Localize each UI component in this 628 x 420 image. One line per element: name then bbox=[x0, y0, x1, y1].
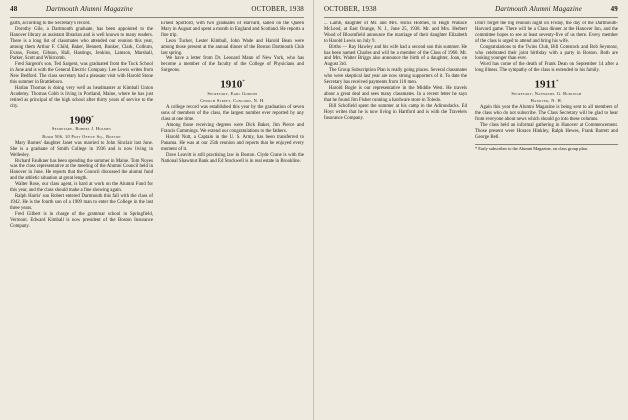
paragraph: Congratulations to the Twins Club, Bill Comstock and Bob Seymour, who celebrated their joint birthday with a party in Boston. Both are looking younger than ever. bbox=[475, 44, 618, 62]
class-address: Church Street, Concord, N. H. bbox=[200, 98, 265, 104]
page-number: 49 bbox=[610, 5, 618, 13]
paragraph: The class held an informal gathering in Hanover at Commencement. Those present were Horace Hinkley, Ralph Hewes, Frank Barrett and George Bell. bbox=[475, 123, 618, 140]
paragraph: garth, according to the Secretary's record. bbox=[10, 21, 91, 26]
paragraph: Dave Leavitt is still practising law in Boston. Clyde Crane is with the National Shawmut Bank and Ed Stockwell is in real estate in Brookline. bbox=[161, 152, 304, 164]
paragraph: Dorothy Gile, a Dartmouth graduate, has been appointed to the Hanover library as assistant librarian and is well known to many readers. There is a long list of classmates who attended our reunion this year, among them Arthur F. Child, Baker, Bennett, Bunker, Clark, Colburn, Evans, Foster, Gibson, Hall, Hastings, Jenkins, Lamson, Marshall, Parker, Scott and Whitcomb. bbox=[10, 26, 153, 62]
paragraph: Ralph Harris' son Robert entered Dartmouth this fall with the class of 1942. He is the fourth son of a 1909 man to enter the College in the last three years. bbox=[10, 194, 153, 211]
paragraph: A college record was established this year by the graduation of seven sons of members of the class, the largest number ever reported by any class at one time. bbox=[161, 105, 304, 123]
class-heading-1910: 1910* bbox=[220, 78, 245, 91]
issue-date: OCTOBER, 1938 bbox=[251, 5, 304, 13]
paragraph: Fred Gilbert is in charge of the grammar school in Springfield, Vermont. Edward Kimball is now president of the Boston Insurance Company. bbox=[10, 211, 153, 229]
class-heading-1909: 1909* bbox=[69, 114, 94, 127]
paragraph: Harold Bogle is our representative in the Middle West. He travels about a great deal and sees many classmates. In a recent letter he says that he found Jim Fisher running a hardware store in Toledo. bbox=[324, 85, 467, 103]
paragraph: The Group Subscription Plan is really going places. Several classmates who were skeptical last year are now strong supporters of it. To date the Secretary has received payments from 118 men. bbox=[324, 68, 467, 86]
paragraph: Mary Barnes' daughter Janet was married to John Sinclair last June. She is a graduate of Smith College in 1936 and is now living in Wellesley. bbox=[10, 140, 153, 158]
paragraph: Walter Rose, our class agent, is hard at work on the Alumni Fund for this year, and the class should make a fine showing again. bbox=[10, 182, 153, 194]
class-secretary: Secretary, Robert J. Holmes bbox=[51, 126, 112, 132]
paragraph: Fred Sargent's son, Ted Sargent, was graduated from the Tuck School in June and is with the General Electric Company. Lee Lewis writes from New Bedford. The class secretary had a pleasant visit with Harold Stone this summer in Brattleboro. bbox=[10, 62, 153, 86]
class-secretary: Secretary, Earl Gordon bbox=[207, 90, 258, 96]
right-column-1 bbox=[324, 21, 467, 420]
page-number: 48 bbox=[10, 5, 18, 13]
paragraph: Leon Tucker, Lester Kimball, John Wade and Harold Bean were among those present at the annual dinner of the Boston Dartmouth Club last spring. bbox=[161, 38, 304, 56]
paragraph: Harlan Thomas is doing very well as headmaster at Kimball Union Academy. Thomas Cobb is living in Portland, Maine, where he has just retired as principal of the high school after thirty years of service to the city. bbox=[10, 85, 153, 109]
class-secretary: Secretary, Nathaniel G. Burleigh bbox=[511, 90, 582, 96]
class-address: Room 506, 10 Post Office Sq., Boston bbox=[42, 133, 121, 139]
paragraph: ... Lamb, daughter of Mr. and Mrs. Hicks Holmes, to Hugh Wallace McLeod, at East Orange, N. J., June 25, 1938. Mr. and Mrs. Herbert Wood of Bloomfield announce the marriage of their daughter Elizabeth to Harold Lewis on July 9. bbox=[324, 21, 467, 44]
left-page-header bbox=[10, 5, 304, 18]
paragraph: Ernest Spofford, with two graduates of Harvard, sailed on the Queen Mary in August and spent a month in England and Scotland. He reports a fine trip. bbox=[161, 21, 304, 38]
magazine-title: Dartmouth Alumni Magazine bbox=[46, 5, 133, 13]
paragraph: Among those receiving degrees were Dick Baker, Jim Pierce and Francis Cummings. We extend our congratulations to the fathers. bbox=[161, 123, 304, 135]
paragraph: Harold Nutt, a Captain in the U. S. Army, has been transferred to Panama. He was at our 25th reunion and reports that he enjoyed every moment of it. bbox=[161, 134, 304, 152]
paragraph: Births — Ray Hawley and his wife had a second son this summer. He has been named Charles and will be a member of the Class of 1960. Mr. and Mrs. Walter Briggs also announce the birth of a daughter, Joan, on August 3rd. bbox=[324, 44, 467, 68]
magazine-title: Dartmouth Alumni Magazine bbox=[495, 5, 582, 13]
right-page bbox=[314, 0, 628, 420]
right-column-2 bbox=[475, 21, 618, 420]
class-heading-1911: 1911* bbox=[534, 78, 559, 91]
paragraph: Again this year the Alumni Magazine is being sent to all members of the class who do not subscribe. The Class Secretary will be glad to hear from everyone about news which should go into these columns. bbox=[475, 105, 618, 123]
issue-date: OCTOBER, 1938 bbox=[324, 5, 377, 13]
paragraph: Don't forget the big reunion night on Friday, the day of the Dartmouth-Harvard game. There will be a Class dinner at the Hanover Inn, and the committee hopes to see at least seventy-five of us there. Every member of the class is urged to attend and bring his wife. bbox=[475, 21, 618, 44]
left-column-1 bbox=[10, 21, 153, 420]
footnote: * Early subscriber to the Alumni Magazine, on class group plan. bbox=[475, 144, 618, 151]
paragraph: Richard Faulkner has been spending the summer in Maine. Tom Noyes was the class representative at the meeting of the Alumni Council held in Hanover in June. He reports that the Council discussed the alumni fund and the athletic situation at great length. bbox=[10, 158, 153, 182]
left-column-2 bbox=[161, 21, 304, 420]
paragraph: Bill Schofield spent the summer at his camp in the Adirondacks. Ed Hoyt writes that he is now living in Hartford and is with the Travelers Insurance Company. bbox=[324, 103, 467, 121]
paragraph: Word has come of the death of Frank Dean on September 14 after a long illness. The sympathy of the class is extended to his family. bbox=[475, 62, 618, 74]
class-address: Hanover, N. H. bbox=[530, 98, 563, 104]
right-page-header bbox=[324, 5, 618, 18]
paragraph: We have a letter from Dr. Leonard Mann of New York, who has become a member of the faculty of the College of Physicians and Surgeons. bbox=[161, 56, 304, 74]
